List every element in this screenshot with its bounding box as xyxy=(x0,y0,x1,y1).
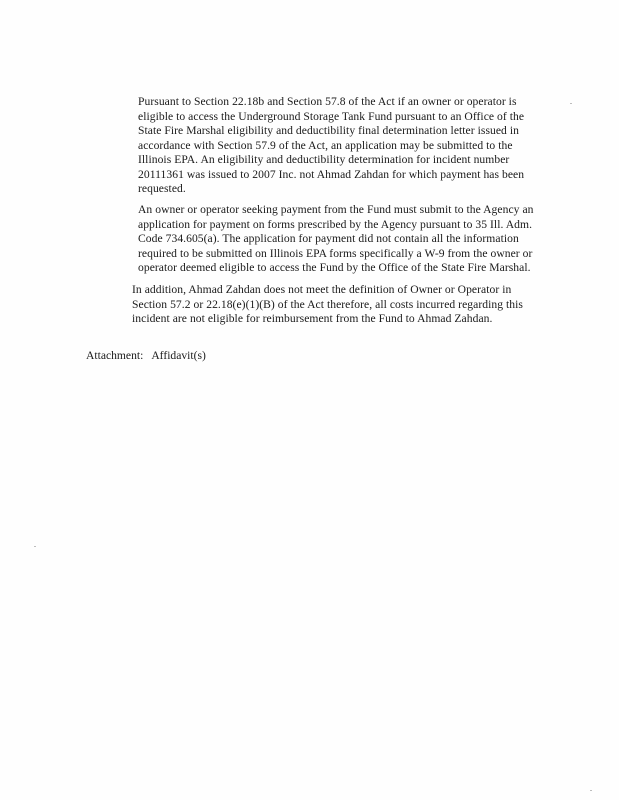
paragraph-ineligibility: In addition, Ahmad Zahdan does not meet the definition of Owner or Operator in Section 57.2 or 22.18(e)(1)(B) of the Act therefore, all costs incurred regarding this incident are not eligible for reimbursement from the Fund to Ahmad Zahdan. xyxy=(132,283,523,325)
scan-speck xyxy=(34,546,36,547)
attachment-label: Attachment: xyxy=(86,349,144,362)
scan-speck xyxy=(570,103,572,104)
paragraph-eligibility: Pursuant to Section 22.18b and Section 57.8 of the Act if an owner or operator is eligible to access the Underground Storage Tank Fund pursuant to an Office of the State Fire Marshal eligibility and deductibility final determination letter issued in accordance with Section 57.9 of the Act, an application may be submitted to the Illinois EPA. An eligibility and deductibility determination for incident number 20111361 was issued to 2007 Inc. not Ahmad Zahdan for which payment has been requested. xyxy=(138,95,525,195)
attachment-value: Affidavit(s) xyxy=(151,349,206,362)
paragraph-payment-requirements: An owner or operator seeking payment from the Fund must submit to the Agency an application for payment on forms prescribed by the Agency pursuant to 35 Ill. Adm. Code 734.605(a). The application for payment did not contain all the information required to be submitted on Illinois EPA forms specifically a W-9 from the owner or operator deemed eligible to access the Fund by the Office of the State Fire Marshal. xyxy=(138,203,534,274)
scan-speck xyxy=(590,790,592,791)
attachment-line xyxy=(86,349,206,364)
